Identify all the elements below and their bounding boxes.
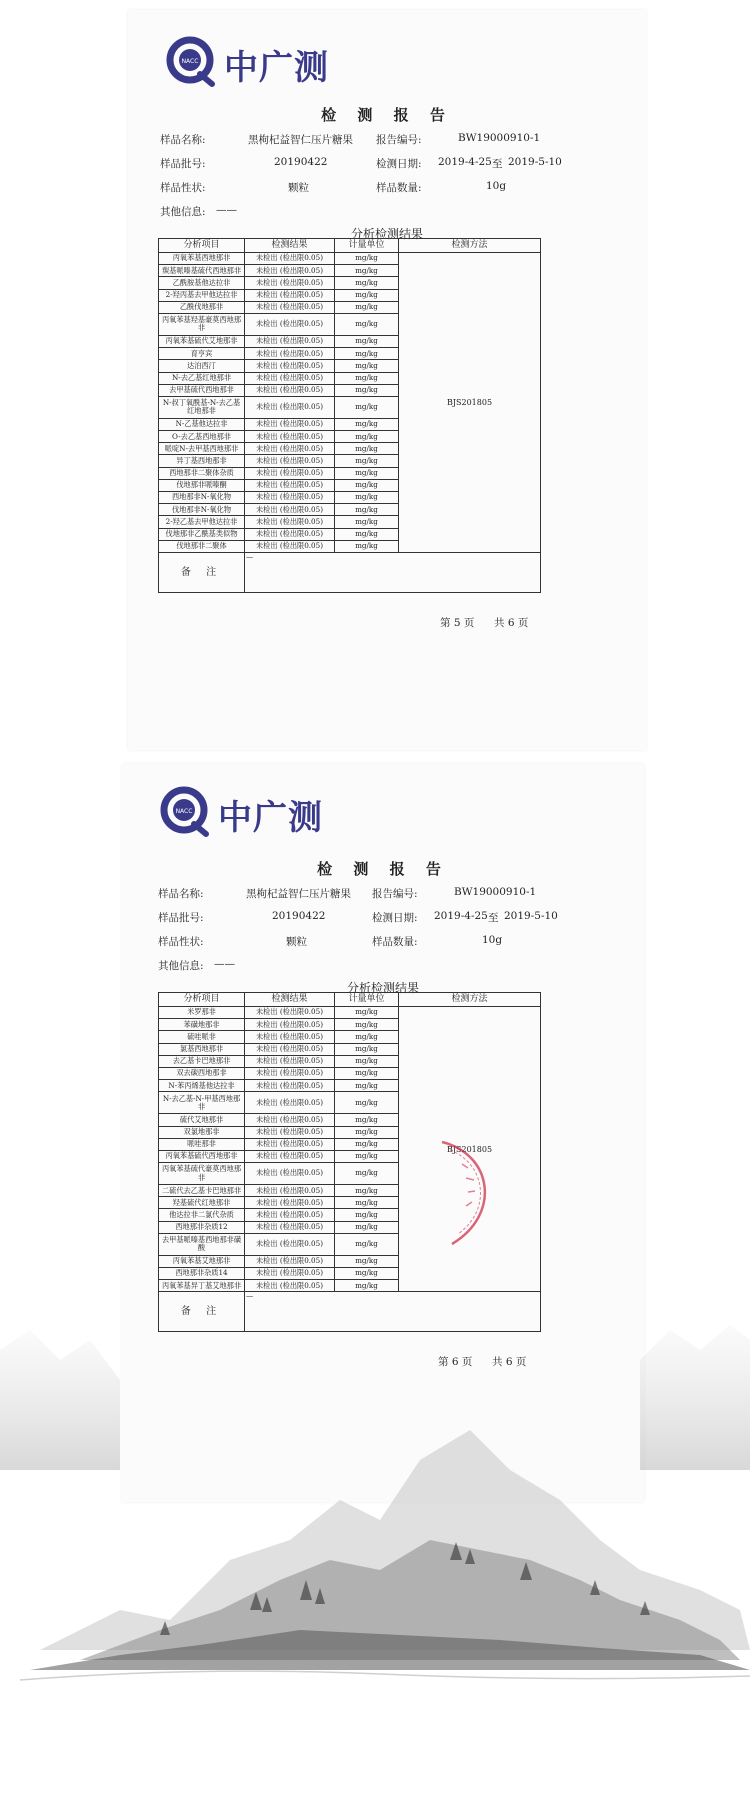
svg-text:NACC: NACC [181,58,199,65]
analysis-item: N-叔丁氧酰基-N-去乙基红地那非 [159,396,245,418]
analysis-item: 伐地那非哌嗪酮 [159,479,245,491]
unit-cell: mg/kg [335,1080,399,1092]
result-cell: 未检出 (检出限0.05) [245,1185,335,1197]
result-cell: 未检出 (检出限0.05) [245,1163,335,1185]
result-cell: 未检出 (检出限0.05) [245,467,335,479]
test-date-end: 2019-5-10 [508,156,562,168]
sample-name-label: 样品名称: [160,134,206,146]
brand-name: 中广测 [218,798,323,838]
nature-value: 颗粒 [286,936,307,948]
test-date-label: 检测日期: [372,912,418,924]
brand-mark-icon [158,784,212,838]
remark-label: 备 注 [159,1292,245,1332]
test-date-start: 2019-4-25 [434,910,488,922]
result-cell: 未检出 (检出限0.05) [245,1150,335,1162]
result-cell: 未检出 (检出限0.05) [245,1209,335,1221]
result-cell: 未检出 (检出限0.05) [245,289,335,301]
result-cell: 未检出 (检出限0.05) [245,1255,335,1267]
quantity-label: 样品数量: [376,182,422,194]
analysis-item: 丙氧苯基硫代豪莫西地那非 [159,1163,245,1185]
result-cell: 未检出 (检出限0.05) [245,1221,335,1233]
analysis-item: 硫哇哌非 [159,1031,245,1043]
unit-cell: mg/kg [335,1055,399,1067]
col-header-method: 检测方法 [399,239,541,253]
analysis-item: 苯磺地那非 [159,1019,245,1031]
analysis-item: 伐地那非乙酰基类似物 [159,528,245,540]
sample-name-value: 黑枸杞益智仁压片糖果 [246,888,351,900]
remark-label: 备 注 [159,552,245,592]
sample-name-label: 样品名称: [158,888,204,900]
analysis-item: 异丁基西地那非 [159,455,245,467]
report-no-value: BW19000910-1 [458,132,541,144]
unit-cell: mg/kg [335,1019,399,1031]
result-cell: 未检出 (检出限0.05) [245,265,335,277]
col-header-unit: 计量单位 [335,239,399,253]
analysis-item: N-去乙基红地那非 [159,372,245,384]
unit-cell: mg/kg [335,528,399,540]
report-title: 检 测 报 告 [317,860,449,878]
result-cell: 未检出 (检出限0.05) [245,348,335,360]
page-total: 共 6 页 [494,617,529,629]
analysis-item: 丙氧苯基西地那非 [159,253,245,265]
analysis-item: 西地那非N-氧化物 [159,492,245,504]
other-info-label: 其他信息: [160,206,206,218]
page-number: 第 5 页 [440,617,475,629]
unit-cell: mg/kg [335,1221,399,1233]
analysis-item: 羰基哌嗪基硫代西地那非 [159,265,245,277]
method-cell: BJS201805 [399,1007,541,1292]
nature-label: 样品性状: [158,936,204,948]
result-cell: 未检出 (检出限0.05) [245,1019,335,1031]
result-cell: 未检出 (检出限0.05) [245,443,335,455]
analysis-item: 西地那非二聚体杂质 [159,467,245,479]
unit-cell: mg/kg [335,360,399,372]
unit-cell: mg/kg [335,301,399,313]
result-cell: 未检出 (检出限0.05) [245,335,335,347]
analysis-item: 2-羟乙基去甲他达拉非 [159,516,245,528]
test-date-label: 检测日期: [376,158,422,170]
result-cell: 未检出 (检出限0.05) [245,1080,335,1092]
unit-cell: mg/kg [335,1031,399,1043]
report-title: 检 测 报 告 [321,106,453,124]
unit-cell: mg/kg [335,1043,399,1055]
result-cell: 未检出 (检出限0.05) [245,1055,335,1067]
other-info-value: —— [214,958,235,970]
results-table [158,238,541,593]
unit-cell: mg/kg [335,540,399,552]
unit-cell: mg/kg [335,1185,399,1197]
analysis-item: 羟基硫代红地那非 [159,1197,245,1209]
unit-cell: mg/kg [335,313,399,335]
unit-cell: mg/kg [335,372,399,384]
result-cell: 未检出 (检出限0.05) [245,504,335,516]
method-cell: BJS201805 [399,253,541,553]
analysis-item: 氯基西地那非 [159,1043,245,1055]
analysis-item: N-苯丙烯基他达拉非 [159,1080,245,1092]
analysis-item: 硫代艾地那非 [159,1114,245,1126]
analysis-item: 乙酰伐地那非 [159,301,245,313]
analysis-item: 去甲基硫代西地那非 [159,384,245,396]
unit-cell: mg/kg [335,1114,399,1126]
result-cell: 未检出 (检出限0.05) [245,1067,335,1079]
result-cell: 未检出 (检出限0.05) [245,528,335,540]
brand-logo [158,782,378,842]
result-cell: 未检出 (检出限0.05) [245,384,335,396]
analysis-item: N-去乙基-N-甲基西地那非 [159,1092,245,1114]
brand-name: 中广测 [224,48,329,88]
unit-cell: mg/kg [335,1209,399,1221]
page-total: 共 6 页 [492,1356,527,1368]
col-header-unit: 计量单位 [335,993,399,1007]
svg-text:NACC: NACC [175,808,193,815]
result-cell: 未检出 (检出限0.05) [245,1043,335,1055]
brand-logo [164,32,384,92]
result-cell: 未检出 (检出限0.05) [245,1138,335,1150]
analysis-item: 育亨宾 [159,348,245,360]
analysis-item: 米罗那非 [159,1007,245,1019]
results-table-title: 分析检测结果 [350,227,423,241]
table-row [159,1007,541,1019]
analysis-item: 丙氧苯基异丁基艾地那非 [159,1280,245,1292]
batch-label: 样品批号: [160,158,206,170]
unit-cell: mg/kg [335,348,399,360]
page-number: 第 6 页 [438,1356,473,1368]
analysis-item: N-乙基他达拉非 [159,418,245,430]
result-cell: 未检出 (检出限0.05) [245,455,335,467]
col-header-item: 分析项目 [159,993,245,1007]
unit-cell: mg/kg [335,479,399,491]
official-seal-stamp [422,1134,512,1254]
unit-cell: mg/kg [335,504,399,516]
analysis-item: 丙氧苯基艾地那非 [159,1255,245,1267]
table-row [159,253,541,265]
unit-cell: mg/kg [335,418,399,430]
analysis-item: 双去碳西地那非 [159,1067,245,1079]
test-date-to: 至 [488,912,499,924]
result-cell: 未检出 (检出限0.05) [245,431,335,443]
analysis-item: 二硫代去乙基卡巴地那非 [159,1185,245,1197]
quantity-label: 样品数量: [372,936,418,948]
ink-landscape-illustration [0,1310,750,1730]
remark-value: — [245,1292,541,1332]
unit-cell: mg/kg [335,1197,399,1209]
result-cell: 未检出 (检出限0.05) [245,1126,335,1138]
result-cell: 未检出 (检出限0.05) [245,1233,335,1255]
unit-cell: mg/kg [335,516,399,528]
result-cell: 未检出 (检出限0.05) [245,479,335,491]
analysis-item: 西地那非杂质12 [159,1221,245,1233]
batch-value: 20190422 [272,910,326,922]
report-no-label: 报告编号: [372,888,418,900]
unit-cell: mg/kg [335,1163,399,1185]
col-header-result: 检测结果 [245,993,335,1007]
analysis-item: 伐地那非二聚体 [159,540,245,552]
col-header-result: 检测结果 [245,239,335,253]
analysis-item: 哌哇那非 [159,1138,245,1150]
unit-cell: mg/kg [335,384,399,396]
unit-cell: mg/kg [335,1268,399,1280]
analysis-item: 伐地那非N-氧化物 [159,504,245,516]
other-info-value: —— [216,204,237,216]
unit-cell: mg/kg [335,396,399,418]
analysis-item: 乙酰胺基他达拉非 [159,277,245,289]
result-cell: 未检出 (检出限0.05) [245,360,335,372]
unit-cell: mg/kg [335,289,399,301]
analysis-item: 西地那非杂质14 [159,1268,245,1280]
result-cell: 未检出 (检出限0.05) [245,313,335,335]
batch-label: 样品批号: [158,912,204,924]
sample-name-value: 黑枸杞益智仁压片糖果 [248,134,353,146]
result-cell: 未检出 (检出限0.05) [245,277,335,289]
quantity-value: 10g [486,180,507,192]
batch-value: 20190422 [274,156,328,168]
unit-cell: mg/kg [335,492,399,504]
result-cell: 未检出 (检出限0.05) [245,372,335,384]
analysis-item: 达泊西汀 [159,360,245,372]
quantity-value: 10g [482,934,503,946]
unit-cell: mg/kg [335,443,399,455]
unit-cell: mg/kg [335,1150,399,1162]
result-cell: 未检出 (检出限0.05) [245,540,335,552]
nature-label: 样品性状: [160,182,206,194]
test-date-start: 2019-4-25 [438,156,492,168]
results-table-title: 分析检测结果 [346,981,419,995]
result-cell: 未检出 (检出限0.05) [245,396,335,418]
analysis-item: 丙氧苯基硫代艾地那非 [159,335,245,347]
analysis-item: 丙氧苯基羟基豪莫西地那非 [159,313,245,335]
analysis-item: 他达拉非二氯代杂质 [159,1209,245,1221]
analysis-item: 去乙基卡巴地那非 [159,1055,245,1067]
result-cell: 未检出 (检出限0.05) [245,492,335,504]
unit-cell: mg/kg [335,277,399,289]
analysis-item: 去甲基哌嗪基西地那非磺酸 [159,1233,245,1255]
unit-cell: mg/kg [335,431,399,443]
unit-cell: mg/kg [335,1007,399,1019]
test-date-end: 2019-5-10 [504,910,558,922]
col-header-method: 检测方法 [399,993,541,1007]
unit-cell: mg/kg [335,1280,399,1292]
analysis-item: 哌啶N-去甲基西地那非 [159,443,245,455]
brand-mark-icon [164,34,218,88]
analysis-item: 2-羟丙基去甲他达拉非 [159,289,245,301]
analysis-item: 丙氧苯基硫代西地那非 [159,1150,245,1162]
result-cell: 未检出 (检出限0.05) [245,253,335,265]
unit-cell: mg/kg [335,1092,399,1114]
result-cell: 未检出 (检出限0.05) [245,1114,335,1126]
result-cell: 未检出 (检出限0.05) [245,1092,335,1114]
remark-value: — [245,552,541,592]
result-cell: 未检出 (检出限0.05) [245,516,335,528]
col-header-item: 分析项目 [159,239,245,253]
unit-cell: mg/kg [335,1067,399,1079]
unit-cell: mg/kg [335,253,399,265]
result-cell: 未检出 (检出限0.05) [245,1280,335,1292]
unit-cell: mg/kg [335,1233,399,1255]
nature-value: 颗粒 [288,182,309,194]
unit-cell: mg/kg [335,1138,399,1150]
result-cell: 未检出 (检出限0.05) [245,301,335,313]
result-cell: 未检出 (检出限0.05) [245,1007,335,1019]
unit-cell: mg/kg [335,265,399,277]
analysis-item: O-去乙基西地那非 [159,431,245,443]
report-page-5 [128,10,646,750]
result-cell: 未检出 (检出限0.05) [245,418,335,430]
report-no-label: 报告编号: [376,134,422,146]
result-cell: 未检出 (检出限0.05) [245,1197,335,1209]
unit-cell: mg/kg [335,467,399,479]
unit-cell: mg/kg [335,455,399,467]
other-info-label: 其他信息: [158,960,204,972]
unit-cell: mg/kg [335,1126,399,1138]
unit-cell: mg/kg [335,1255,399,1267]
unit-cell: mg/kg [335,335,399,347]
report-no-value: BW19000910-1 [454,886,537,898]
test-date-to: 至 [492,158,503,170]
result-cell: 未检出 (检出限0.05) [245,1268,335,1280]
analysis-item: 双氯地那非 [159,1126,245,1138]
result-cell: 未检出 (检出限0.05) [245,1031,335,1043]
